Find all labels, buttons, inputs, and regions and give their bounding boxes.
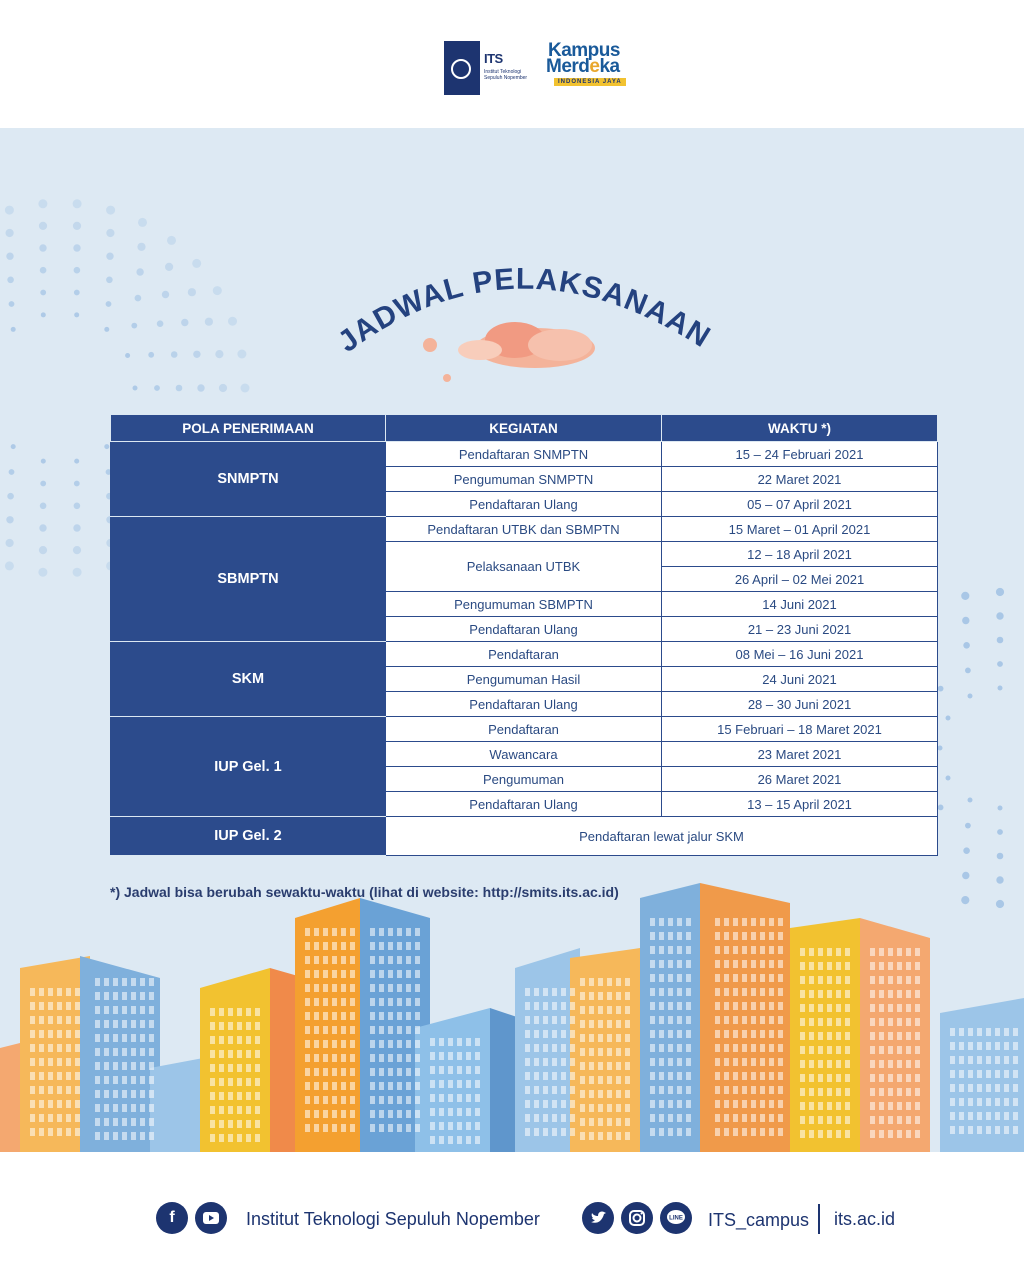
kegiatan-cell: Pendaftaran [386, 642, 662, 667]
table-row [111, 717, 938, 742]
pola-iup-gel-1: IUP Gel. 1 [111, 717, 386, 817]
kampus-merdeka-logo [546, 40, 646, 96]
header-waktu: WAKTU *) [662, 415, 938, 442]
its-logo-subtitle: Institut Teknologi Sepuluh Nopember [484, 69, 528, 81]
its-logo [444, 41, 532, 95]
page-title: JADWAL PELAKSANAAN [332, 262, 717, 359]
table-header-row [111, 415, 938, 442]
waktu-cell: 21 – 23 Juni 2021 [662, 617, 938, 642]
youtube-icon[interactable] [195, 1202, 227, 1234]
kegiatan-cell: Wawancara [386, 742, 662, 767]
its-logo-box [444, 41, 480, 95]
city-skyline [0, 883, 1024, 1152]
kegiatan-cell: Pelaksanaan UTBK [386, 542, 662, 592]
pola-skm: SKM [111, 642, 386, 717]
waktu-cell: 08 Mei – 16 Juni 2021 [662, 642, 938, 667]
pola-iup-gel-2: IUP Gel. 2 [111, 817, 386, 856]
waktu-cell: 26 April – 02 Mei 2021 [662, 567, 938, 592]
km-logo-line1: Kampus [548, 40, 620, 61]
header [0, 0, 1024, 128]
schedule-note: *) Jadwal bisa berubah sewaktu-waktu (lihat di website: http://smits.its.ac.id) [110, 884, 619, 900]
kegiatan-cell: Pendaftaran Ulang [386, 692, 662, 717]
waktu-cell: 13 – 15 April 2021 [662, 792, 938, 817]
its-logo-name: ITS [484, 51, 503, 66]
waktu-cell: 14 Juni 2021 [662, 592, 938, 617]
line-icon[interactable] [660, 1202, 692, 1234]
schedule-table [110, 414, 938, 856]
kegiatan-cell: Pendaftaran SNMPTN [386, 442, 662, 467]
waktu-cell: 12 – 18 April 2021 [662, 542, 938, 567]
footer-institution: Institut Teknologi Sepuluh Nopember [246, 1209, 540, 1229]
kegiatan-cell: Pengumuman SBMPTN [386, 592, 662, 617]
title-graphic [320, 250, 720, 390]
pola-sbmptn: SBMPTN [111, 517, 386, 642]
waktu-cell: 28 – 30 Juni 2021 [662, 692, 938, 717]
waktu-cell: 22 Maret 2021 [662, 467, 938, 492]
facebook-icon[interactable]: f [156, 1202, 188, 1234]
waktu-cell: 15 – 24 Februari 2021 [662, 442, 938, 467]
svg-text:LINE: LINE [669, 1215, 683, 1222]
table-row [111, 517, 938, 542]
kegiatan-cell: Pendaftaran [386, 717, 662, 742]
footer [0, 1152, 1024, 1280]
kegiatan-cell: Pendaftaran Ulang [386, 492, 662, 517]
kegiatan-cell: Pendaftaran Ulang [386, 617, 662, 642]
km-logo-tagline: INDONESIA JAYA [554, 78, 626, 86]
waktu-cell: 15 Maret – 01 April 2021 [662, 517, 938, 542]
table-row [111, 817, 938, 856]
footer-handle: ITS_campus [708, 1210, 810, 1230]
pola-snmptn: SNMPTN [111, 442, 386, 517]
table-row [111, 642, 938, 667]
table-row [111, 442, 938, 467]
kegiatan-cell: Pendaftaran UTBK dan SBMPTN [386, 517, 662, 542]
footer-website[interactable]: its.ac.id [834, 1209, 896, 1229]
header-pola-penerimaan: POLA PENERIMAAN [111, 415, 386, 442]
waktu-cell: 24 Juni 2021 [662, 667, 938, 692]
its-seal-icon [451, 59, 471, 79]
instagram-icon[interactable] [621, 1202, 653, 1234]
dot-pattern-right [938, 588, 1005, 908]
waktu-cell: 05 – 07 April 2021 [662, 492, 938, 517]
footer-divider [818, 1204, 820, 1234]
header-kegiatan: KEGIATAN [386, 415, 662, 442]
cloud-decoration-icon [423, 322, 595, 382]
waktu-cell: 23 Maret 2021 [662, 742, 938, 767]
waktu-cell: 26 Maret 2021 [662, 767, 938, 792]
kegiatan-cell: Pendaftaran lewat jalur SKM [386, 817, 938, 856]
kegiatan-cell: Pengumuman [386, 767, 662, 792]
waktu-cell: 15 Februari – 18 Maret 2021 [662, 717, 938, 742]
kegiatan-cell: Pendaftaran Ulang [386, 792, 662, 817]
twitter-icon[interactable] [582, 1202, 614, 1234]
kegiatan-cell: Pengumuman Hasil [386, 667, 662, 692]
km-logo-line2: Merdeka [546, 56, 620, 77]
kegiatan-cell: Pengumuman SNMPTN [386, 467, 662, 492]
